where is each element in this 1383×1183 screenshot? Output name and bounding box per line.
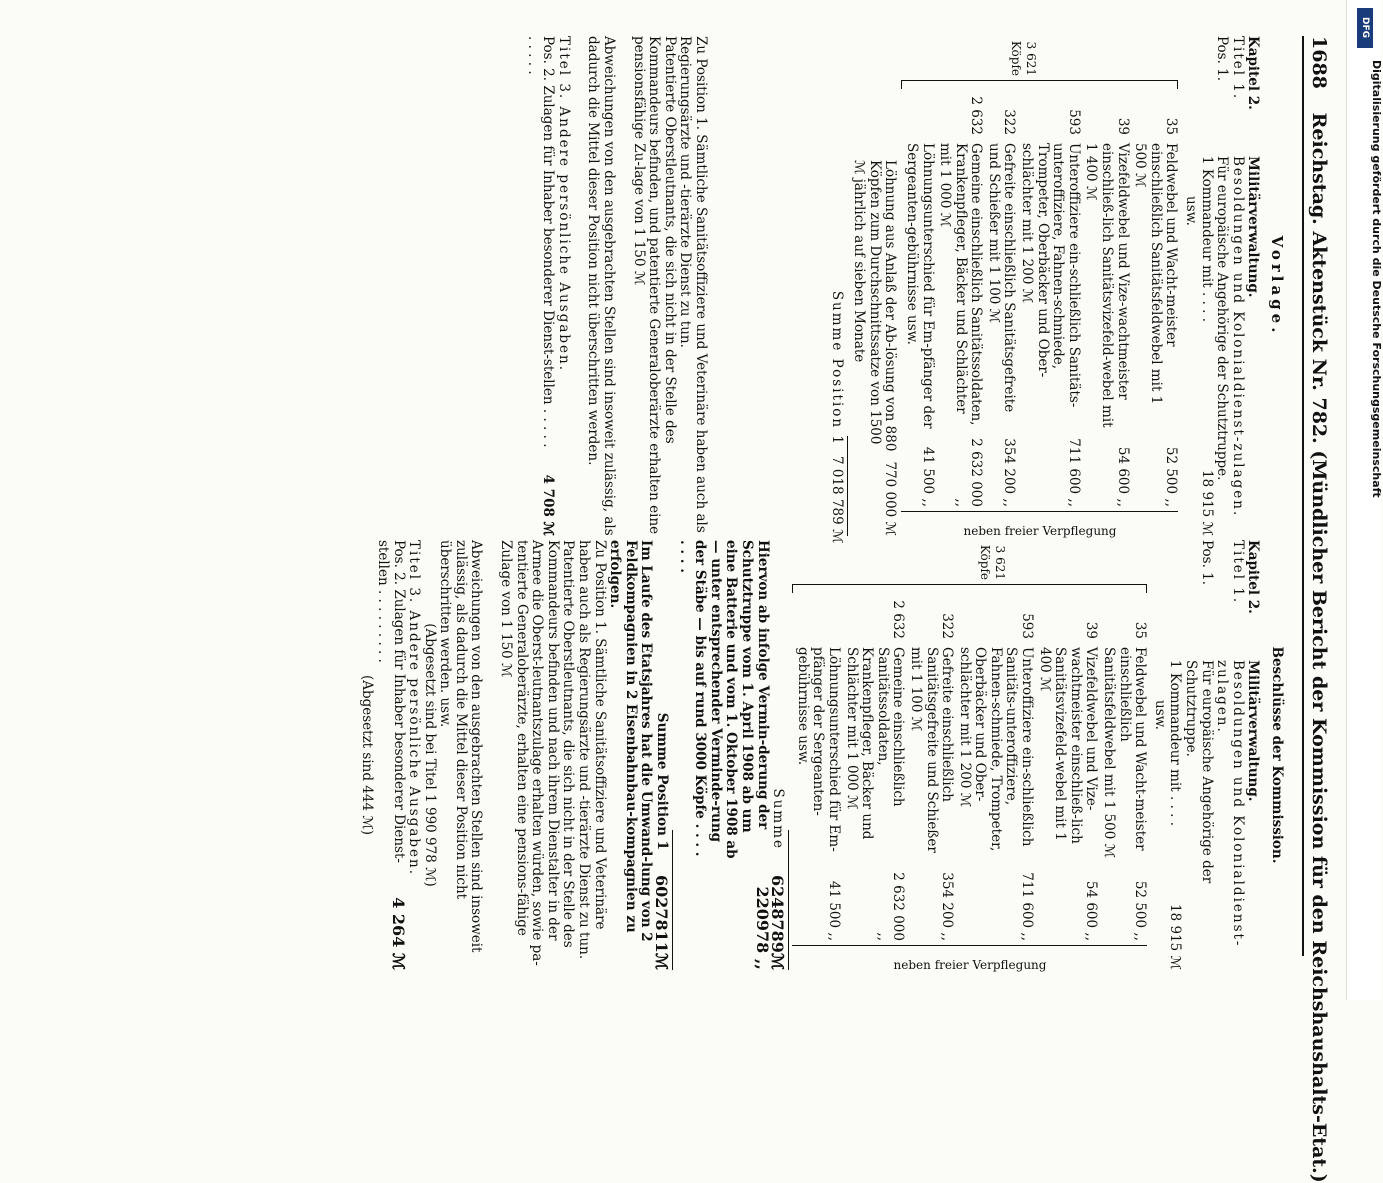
- side-label-box: [901, 511, 1178, 539]
- laufe-text: Im Laufe des Etatsjahres hat die Umwand-lung von 2 Feldkompagnien in 2 Eisenbahnbau-kompagnien zu erfolgen.: [607, 540, 655, 942]
- titel3-text: Titel 3. Andere persönliche Ausgaben.: [406, 540, 423, 877]
- anlass-amount: 770 000 ℳ: [882, 461, 899, 536]
- summe-position-amount: 6027811ℳ: [652, 874, 672, 970]
- side-label: neben freier Verpflegung: [893, 958, 1047, 973]
- column-title: Vorlage.: [1268, 235, 1286, 337]
- list-item: 39 Vizefeldwebel und Vize-wachtmeister einschließ-lich Sanitätsvizefeld-webel mit 1 400 ℳ 54 600 ,,: [1036, 621, 1100, 941]
- pos2-text: Pos. 2. Zulagen für Inhaber besonderer Dienst-stellen . . . . . . . . .: [374, 540, 407, 863]
- summe-amount: 7 018 789 ℳ: [828, 456, 845, 544]
- verwaltung-label: Militärverwaltung.: [1245, 156, 1262, 298]
- pos-label: Pos. 1.: [1198, 540, 1215, 586]
- dfg-logo: DFG: [1357, 8, 1373, 48]
- abgesetzt-titel1: (Abgesetzt sind bei Titel 1 990 978 ℳ): [421, 623, 438, 887]
- titel-text: Besoldungen und Kolonialdienst-zulagen.: [1214, 660, 1246, 948]
- summe-label: Summe: [770, 788, 787, 850]
- group-count: 3 621 Köpfe: [977, 544, 1008, 580]
- page-number: 1688: [1308, 36, 1330, 89]
- zu-position-text: Zu Position 1. Sämtliche Sanitätsoffiziere und Veterinäre haben auch als Regierungsärzte und -tierärzte Dienst zu tun.: [576, 540, 608, 960]
- list-item: 593 Unteroffiziere ein-schließlich Sanitäts-unteroffiziere, Fahnen-schmiede, Trompeter, Oberbäcker und Ober-schlächter mit 1 200 ℳ 711 600 ,,: [956, 613, 1036, 941]
- hiervon-amount: 220978 ,,: [752, 886, 772, 970]
- dfg-credit: Digitalisierung gefördert durch die Deutsche Forschungsgemeinschaft: [1370, 60, 1383, 498]
- kapitel-label: Kapitel 2.: [1245, 540, 1262, 614]
- summe-position-label: Summe Position 1: [654, 712, 671, 850]
- list-item: 593 Unteroffiziere ein-schließlich Sanitäts-unteroffiziere, Fahnen-schmiede, Trompeter, Oberbäcker und Ober-schlächter mit 1 200 ℳ 711 600 ,,: [1019, 109, 1082, 507]
- group-count: 3 621 Köpfe: [1008, 40, 1039, 76]
- column-title: Beschlüsse der Kommission.: [1269, 646, 1285, 864]
- column-beschluesse: [359, 540, 1285, 973]
- pos2-text: Pos. 2. Zulagen für Inhaber besonderer Dienst-stellen . . . . . . . . . .: [524, 36, 557, 448]
- zu-position-text: Zu Position 1. Sämtliche Sanitätsoffiziere und Veterinäre haben auch als Regierungsärzte und -tierärzte Dienst zu tun.: [677, 36, 709, 533]
- list-item: 35 Feldwebel und Wacht-meister einschließlich Sanitätsfeldwebel mit 1 500 ℳ 52 500 ,,: [1132, 117, 1180, 507]
- list-item: 322 Gefreite einschließlich Sanitätsgefreite und Schießer mit 1 100 ℳ 354 200 ,,: [907, 613, 956, 941]
- kommandeur-text: 1 Kommandeur mit . . . .: [1167, 660, 1184, 827]
- page-header: [1302, 36, 1330, 1183]
- side-label-box: [792, 945, 1147, 973]
- list-item: Löhnungsunterschied für Em-pfänger der Sergeanten-gebührnisse usw. 41 500 ,,: [903, 143, 936, 507]
- kommandeur-text: 1 Kommandeur mit . . . .: [1198, 156, 1215, 323]
- pos2-amount: 4 264 ℳ: [388, 897, 408, 970]
- abweichung-text: Abweichungen von den ausgebrachten Stellen sind insoweit zulässig, als dadurch die Mittel dieser Position nicht überschritten werden.: [585, 36, 617, 536]
- pos-text: Für europäische Angehörige der Schutztruppe.: [1214, 156, 1231, 481]
- summe-amount: 6248789ℳ: [768, 874, 788, 970]
- hiervon-text: Hiervon ab infolge Vermin-derung der Schutztruppe vom 1. April 1908 ab um eine Batterie und vom 1. Oktober 1908 ab — unter entsprechender Verminde-rung der Stäbe — bis auf rund 3000 Köpfe . . . . . . . .: [676, 540, 771, 859]
- side-label: neben freier Verpflegung: [963, 524, 1117, 539]
- patent-text: Patentierte Oberstleutnants, die sich nicht in der Stelle des Kommandeurs befinden und nach ihrem Dienstalter in der Armee die Oberst-leutnantszulage erhalten würden, sowie pa-tentierte Generaloberärzte, erhalten eine pensions-fähige Zulage von 1 150 ℳ: [498, 540, 577, 966]
- titel-label: Titel 1.: [1229, 540, 1246, 605]
- column-vorlage: [524, 36, 1286, 544]
- list-item: 39 Vizefeldwebel und Vize-wachtmeister einschließ-lich Sanitätsvizefeld-webel mit 1 400 ℳ 54 600 ,,: [1083, 117, 1131, 507]
- list-item: Löhnungsunterschied für Em-pfänger der Sergeanten-gebührnisse usw. 41 500 ,,: [794, 647, 842, 941]
- kommandeur-amount: 18 915 ℳ: [1198, 470, 1215, 536]
- kapitel-label: Kapitel 2.: [1245, 36, 1262, 110]
- list-item: 2 632 Gemeine einschließlich Sanitätssoldaten, Krankenpfleger, Bäcker und Schlächter mit 1 000 ℳ 2 632 000 ,,: [937, 96, 985, 507]
- titel3-text: Titel 3. Andere persönliche Ausgaben.: [555, 36, 572, 373]
- pos-text: Für europäische Angehörige der Schutztruppe.: [1183, 660, 1215, 884]
- usw-text: usw.: [1151, 700, 1168, 730]
- list-item: 322 Gefreite einschließlich Sanitätsgefreite und Schießer mit 1 100 ℳ 354 200 ,,: [985, 109, 1018, 507]
- titel-label: Titel 1.: [1229, 36, 1246, 101]
- verwaltung-label: Militärverwaltung.: [1245, 660, 1262, 802]
- usw-text: usw.: [1183, 196, 1200, 226]
- abgesetzt-pos2: (Abgesetzt sind 444 ℳ): [359, 674, 376, 836]
- pos-label: Pos. 1.: [1214, 36, 1231, 82]
- anlass-text: Löhnung aus Anlaß der Ab-lösung von 880 Köpfen zum Durchschnittssatze von 1500 ℳ jährlich auf sieben Monate: [851, 160, 899, 452]
- document-page: [40, 0, 1340, 1183]
- list-item: 2 632 Gemeine einschließlich Sanitätssoldaten, Krankenpfleger, Bäcker und Schlächter mit 1 000 ℳ 2 632 000 ,,: [843, 600, 907, 941]
- abweichung-text: Abweichungen von den ausgebrachten Stellen sind insoweit zulässig, als dadurch die Mittel dieser Position nicht überschritten werden. usw.: [437, 540, 485, 953]
- titel-text: Besoldungen und Kolonialdienst-zulagen.: [1229, 156, 1246, 518]
- list-item: 35 Feldwebel und Wacht-meister einschließlich Sanitätsfeldwebel mit 1 500 ℳ 52 500 ,,: [1101, 621, 1149, 941]
- patent-text: Patentierte Oberstleutnants, die sich nicht in der Stelle des Kommandeurs befinden, und patentierte Generaloberärzte erhalten eine pensionsfähige Zu-lage von 1 150 ℳ: [630, 36, 678, 535]
- pos2-amount: 4 708 ℳ: [540, 474, 557, 536]
- page-title: Reichstag. Aktenstück Nr. 782. (Mündlicher Bericht der Kommission für den Reichshaushalts-Etat.): [1308, 112, 1330, 1183]
- summe-label: Summe Position 1: [828, 290, 845, 446]
- kommandeur-amount: 18 915 ℳ: [1167, 904, 1184, 970]
